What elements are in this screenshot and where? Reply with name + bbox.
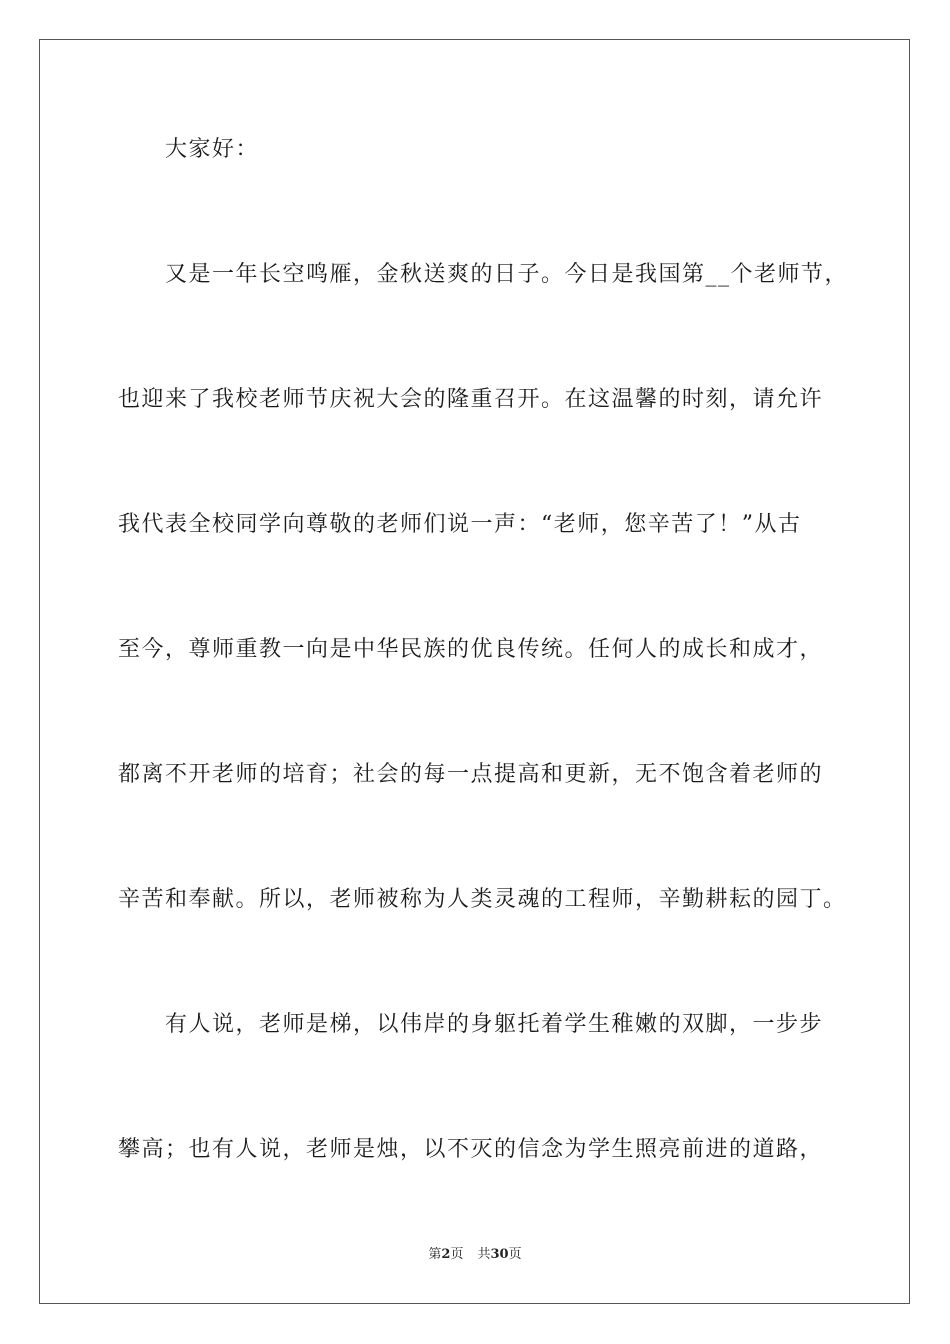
paragraph-line: 有人说，老师是梯，以伟岸的身躯托着学生稚嫩的双脚，一步步	[165, 1012, 824, 1037]
paragraph-line: 我代表全校同学向尊敬的老师们说一声：“老师，您辛苦了！”从古	[118, 512, 802, 537]
page-label-prefix: 第	[428, 1247, 442, 1262]
paragraph-line: 又是一年长空鸣雁，金秋送爽的日子。今日是我国第__个老师节，	[165, 262, 849, 287]
paragraph-line: 攀高；也有人说，老师是烛，以不灭的信念为学生照亮前进的道路，	[118, 1137, 824, 1162]
greeting: 大家好：	[165, 137, 260, 162]
page-label-suffix: 页	[450, 1247, 464, 1262]
paragraph-line: 也迎来了我校老师节庆祝大会的隆重召开。在这温馨的时刻，请允许	[118, 387, 824, 412]
page-number: 2	[441, 1247, 451, 1262]
total-label-prefix: 共	[477, 1247, 491, 1262]
paragraph-line: 至今，尊师重教一向是中华民族的优良传统。任何人的成长和成才，	[118, 637, 824, 662]
page-footer	[0, 1246, 950, 1264]
total-pages: 30	[490, 1247, 509, 1262]
paragraph-line: 都离不开老师的培育；社会的每一点提高和更新，无不饱含着老师的	[118, 762, 824, 787]
paragraph-line: 辛苦和奉献。所以，老师被称为人类灵魂的工程师，辛勤耕耘的园丁。	[118, 887, 847, 912]
page-border	[39, 39, 910, 1304]
total-label-suffix: 页	[508, 1247, 522, 1262]
